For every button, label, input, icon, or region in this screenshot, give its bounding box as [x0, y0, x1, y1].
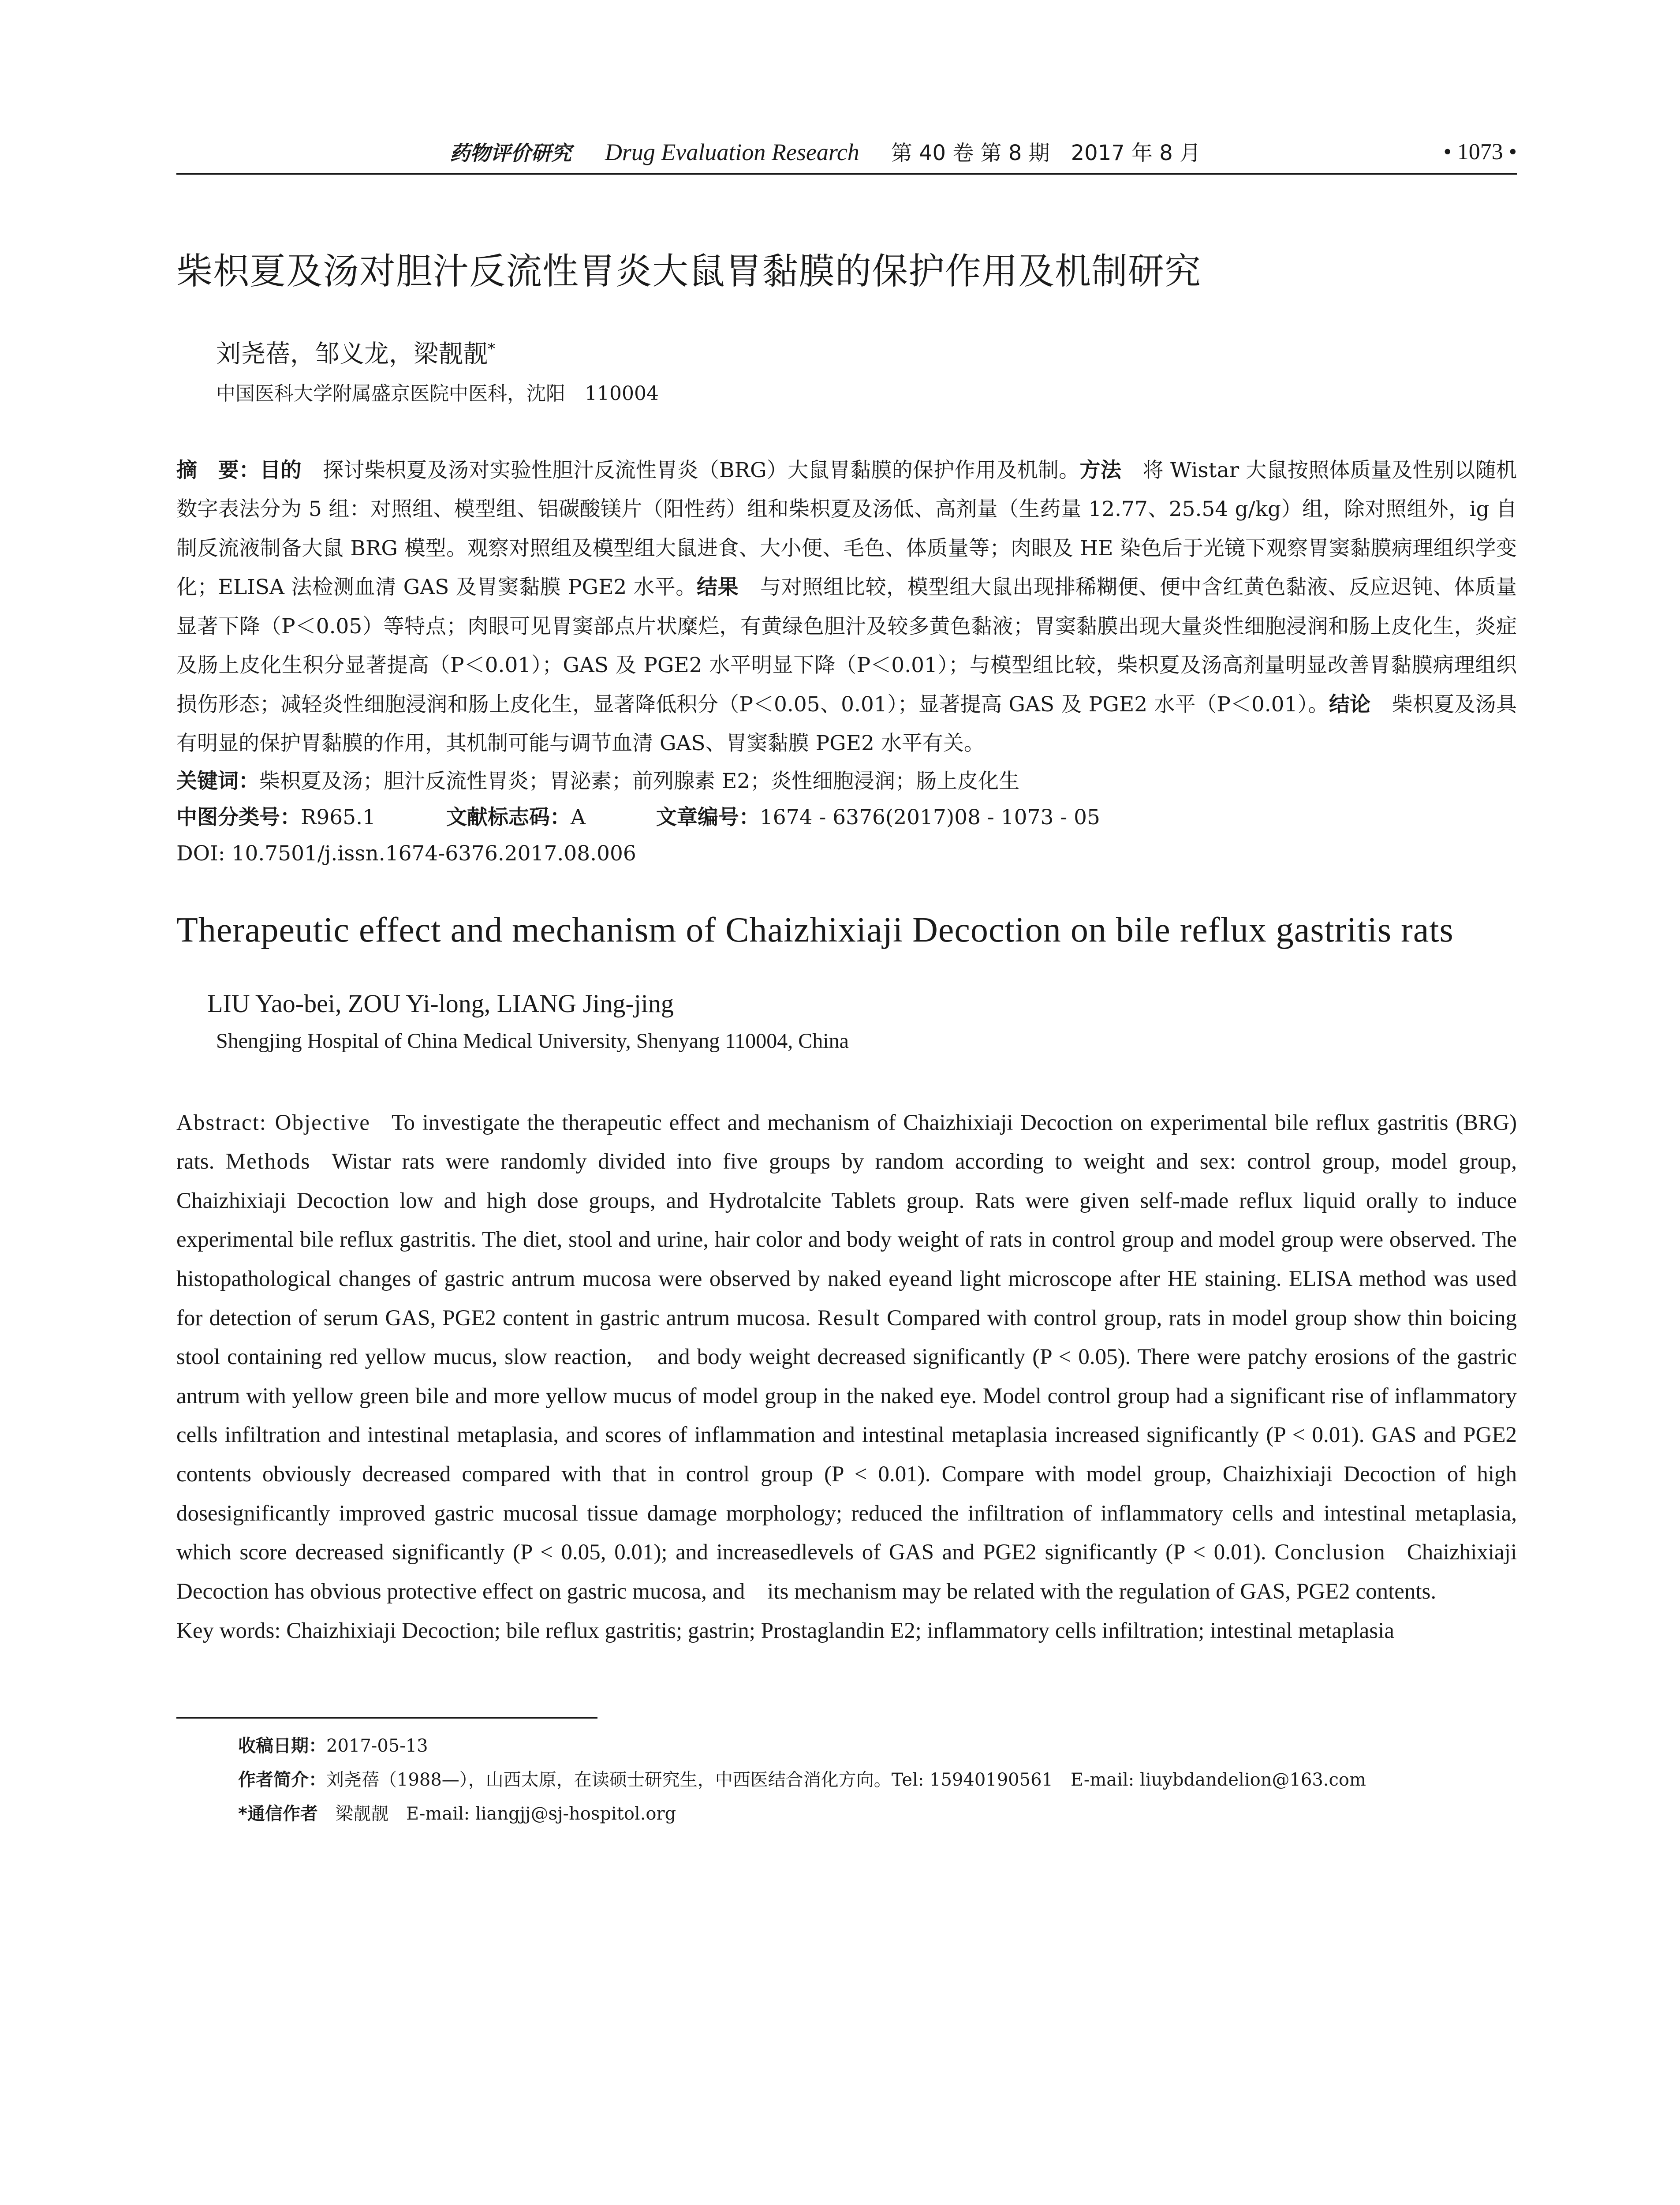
article-number-label: 文章编号：: [656, 805, 760, 830]
corresponding-mark: *: [488, 340, 495, 358]
methods-en: Wistar rats were randomly divided into five groups by random according to weight and sex: control group, model group, Chaizhixiaji Decoction low and high dose groups, and Hydrotalcite Tablets group. Rats were given self-made reflux liquid orally to induce experimental bile reflux gastritis. The diet, stool and urine, hair color and body weight of rats in control group and model group were observed. The histopathological changes of gastric antrum mucosa were observed by naked eyeand light microscope after HE staining. ELISA method was used for detection of serum GAS, PGE2 content in gastric antrum mucosa.: [176, 1149, 1517, 1330]
conclusion-cn: 柴枳夏及汤具有明显的保护胃黏膜的作用，其机制可能与调节血清 GAS、胃窦黏膜 PGE2 水平有关。: [176, 692, 1517, 756]
article-page: [176, 132, 1517, 1831]
issue-info: 第 40 卷 第 8 期 2017 年 8 月: [891, 141, 1201, 165]
keywords-cn-text: 柴枳夏及汤；胆汁反流性胃炎；胃泌素；前列腺素 E2；炎性细胞浸润；肠上皮化生: [259, 769, 1020, 793]
article-number-value: 1674 - 6376(2017)08 - 1073 - 05: [759, 805, 1100, 830]
abstract-cn: [176, 451, 1517, 763]
authors-cn-names: 刘尧蓓，邹义龙，梁靓靓: [216, 340, 488, 369]
methods-cn: 将 Wistar 大鼠按照体质量及性别以随机数字表法分为 5 组：对照组、模型组、铝碳酸镁片（阳性药）组和柴枳夏及汤低、高剂量（生药量 12.77、25.54 g/kg）组，除对照组外，ig 自制反流液制备大鼠 BRG 模型。观察对照组及模型组大鼠进食、大小便、毛色、体质量等；肉眼及 HE 染色后于光镜下观察胃窦黏膜病理组织学变化；ELISA 法检测血清 GAS 及胃窦黏膜 PGE2 水平。: [176, 458, 1517, 600]
results-cn: 与对照组比较，模型组大鼠出现排稀糊便、便中含红黄色黏液、反应迟钝、体质量显著下降（P＜0.05）等特点；肉眼可见胃窦部点片状糜烂，有黄绿色胆汁及较多黄色黏液；胃窦黏膜出现大量炎性细胞浸润和肠上皮化生，炎症及肠上皮化生积分显著提高（P＜0.01）；GAS 及 PGE2 水平明显下降（P＜0.01）；与模型组比较，柴枳夏及汤高剂量明显改善胃黏膜病理组织损伤形态；减轻炎性细胞浸润和肠上皮化生，显著降低积分（P＜0.05、0.01）；显著提高 GAS 及 PGE2 水平（P＜0.01）。: [176, 575, 1517, 717]
clc-label: 中图分类号：: [176, 805, 301, 830]
keywords-en: Key words: Chaizhixiaji Decoction; bile reflux gastritis; gastrin; Prostaglandin E2; inflammatory cells infiltration; intestinal metaplasia: [176, 1618, 1394, 1644]
doc-code-label: 文献标志码：: [446, 805, 571, 830]
authors-en: LIU Yao-bei, ZOU Yi-long, LIANG Jing-jing: [207, 989, 674, 1018]
running-header: [176, 132, 1517, 175]
classification-line: [176, 800, 1517, 836]
corresponding-text: 梁靓靓 E-mail: liangjj@sj-hospitol.org: [335, 1804, 676, 1824]
objective-cn: 探讨柴枳夏及汤对实验性胆汁反流性胃炎（BRG）大鼠胃黏膜的保护作用及机制。: [322, 458, 1080, 482]
footnote-divider: [176, 1717, 597, 1719]
results-cn-label: 结果: [697, 575, 739, 600]
conclusion-en-label: Conclusion: [1274, 1540, 1386, 1565]
author-bio: [238, 1763, 1517, 1797]
footnotes: [238, 1729, 1517, 1831]
title-en: Therapeutic effect and mechanism of Chaizhixiaji Decoction on bile reflux gastritis rats: [176, 910, 1454, 949]
page-number: • 1073 •: [1443, 139, 1517, 164]
methods-en-label: Methods: [225, 1149, 311, 1174]
methods-cn-label: 方法: [1079, 458, 1122, 482]
abstract-en: [176, 1103, 1517, 1611]
title-cn: 柴枳夏及汤对胆汁反流性胃炎大鼠胃黏膜的保护作用及机制研究: [176, 250, 1202, 292]
conclusion-cn-label: 结论: [1329, 692, 1371, 717]
affiliation-en: Shengjing Hospital of China Medical University, Shenyang 110004, China: [216, 1029, 849, 1053]
objective-en: To investigate the therapeutic effect and mechanism of Chaizhixiaji Decoction on experimental bile reflux gastritis (BRG) rats.: [176, 1110, 1517, 1174]
doc-code-value: A: [570, 805, 586, 830]
corresponding-label: *通信作者: [238, 1804, 318, 1824]
objective-cn-label: 目的: [260, 458, 302, 482]
abstract-cn-label: 摘 要：: [176, 458, 260, 482]
results-en-label: Result: [817, 1305, 881, 1330]
authors-cn: [216, 331, 1517, 372]
received-label: 收稿日期：: [238, 1736, 326, 1757]
results-en: Compared with control group, rats in model group show thin boicing stool containing red yellow mucus, slow reaction, and body weight decreased significantly (P < 0.05). There were patchy erosions of the gastric antrum with yellow green bile and more yellow mucus of model group in the naked eye. Model control group had a significant rise of inflammatory cells infiltration and intestinal metaplasia, and scores of inflammation and intestinal metaplasia increased significantly (P < 0.01). GAS and PGE2 contents obviously decreased compared with that in control group (P < 0.01). Compare with model group, Chaizhixiaji Decoction of high dosesignificantly improved gastric mucosal tissue damage morphology; reduced the infiltration of inflammatory cells and intestinal metaplasia, which score decreased significantly (P < 0.05, 0.01); and increasedlevels of GAS and PGE2 significantly (P < 0.01).: [176, 1305, 1517, 1565]
received-value: 2017-05-13: [326, 1736, 428, 1757]
clc-value: R965.1: [301, 805, 376, 830]
journal-logo: 药物评价研究: [450, 141, 571, 165]
abstract-en-label: Abstract: Objective: [176, 1110, 370, 1135]
author-bio-text: 刘尧蓓（1988—），山西太原，在读硕士研究生，中西医结合消化方向。Tel: 15940190561 E-mail: liuybdandelion@163.com: [326, 1770, 1366, 1790]
affiliation-cn: 中国医科大学附属盛京医院中医科，沈阳 110004: [216, 382, 659, 405]
keywords-cn-label: 关键词：: [176, 769, 259, 793]
keywords-cn: [176, 763, 1517, 800]
running-header-center: [450, 137, 1201, 168]
received-date: [238, 1729, 1517, 1763]
conclusion-en: Chaizhixiaji Decoction has obvious protective effect on gastric mucosa, and its mechanism may be related with the regulation of GAS, PGE2 contents.: [176, 1540, 1517, 1604]
corresponding-author: [238, 1797, 1517, 1831]
journal-name: Drug Evaluation Research: [605, 139, 859, 165]
doi-link[interactable]: DOI: 10.7501/j.issn.1674-6376.2017.08.006: [176, 841, 636, 866]
author-bio-label: 作者简介：: [238, 1770, 326, 1790]
